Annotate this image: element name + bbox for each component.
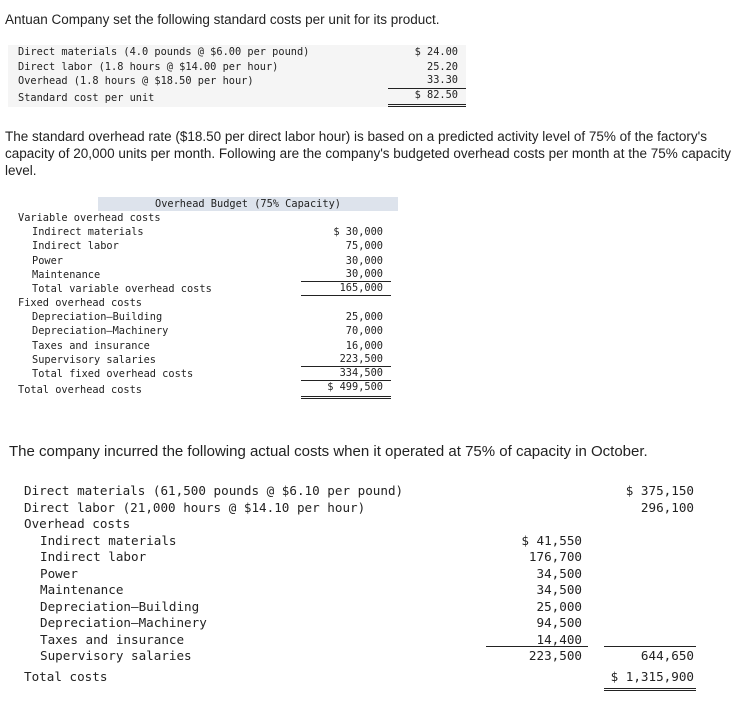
overhead-budget-table: [8, 197, 391, 399]
variable-heading-label: Variable overhead costs: [18, 211, 161, 224]
actual-costs-table: [24, 483, 694, 685]
standard-cost-table: [8, 45, 466, 107]
fixed-heading-label: Fixed overhead costs: [18, 297, 142, 310]
std-row: [8, 89, 466, 107]
budget-row: [8, 239, 391, 253]
actual-value: 14,400: [536, 631, 582, 647]
budget-row: [8, 325, 391, 339]
actual-value: 176,700: [528, 549, 582, 564]
budget-label: Depreciation—Machinery: [32, 325, 169, 338]
actual-row: [24, 648, 694, 665]
std-value: 25.20: [427, 60, 458, 73]
budget-row: [8, 339, 391, 353]
budget-value: 75,000: [345, 240, 383, 253]
actual-intro-text: The company incurred the following actual costs when it operated at 75% of capacity in October.: [9, 443, 648, 460]
overhead-subtotal-rule: [486, 646, 588, 647]
actual-value: $ 41,550: [521, 532, 582, 548]
budget-row: [8, 353, 391, 367]
actual-label: Indirect materials: [40, 532, 177, 548]
std-row: [8, 45, 466, 60]
actual-label: Supervisory salaries: [40, 648, 192, 663]
actual-value: 25,000: [536, 598, 582, 614]
budget-total-row: [8, 282, 391, 296]
actual-value: 296,100: [640, 499, 694, 515]
actual-total-value: $ 1,315,900: [610, 668, 694, 684]
std-label: Direct labor (1.8 hours @ $14.00 per hour): [18, 60, 279, 73]
budget-row: [8, 225, 391, 239]
budget-label: Power: [32, 254, 63, 267]
actual-value: 34,500: [536, 565, 582, 581]
budget-value: 30,000: [345, 254, 383, 267]
budget-title: Overhead Budget (75% Capacity): [98, 197, 398, 211]
std-value: $ 24.00: [414, 46, 458, 58]
actual-row: [24, 500, 694, 517]
budget-section-heading: [8, 296, 391, 310]
actual-value: 34,500: [536, 582, 582, 597]
actual-grand-total-row: [24, 669, 694, 686]
actual-section-heading: [24, 516, 694, 533]
total-double-rule: [604, 688, 696, 691]
budget-value: 223,500: [301, 352, 391, 367]
actual-row: [24, 483, 694, 500]
actual-label: Direct labor (21,000 hours @ $14.10 per hour): [24, 499, 366, 515]
actual-row: [24, 533, 694, 550]
actual-label: Depreciation—Machinery: [40, 615, 207, 630]
actual-label: Direct materials (61,500 pounds @ $6.10 per pound): [24, 483, 404, 498]
budget-label: Taxes and insurance: [32, 339, 150, 352]
actual-label: Maintenance: [40, 582, 124, 597]
budget-label: Total fixed overhead costs: [32, 368, 194, 381]
actual-row: [24, 632, 694, 649]
intro-text: Antuan Company set the following standard costs per unit for its product.: [5, 12, 440, 27]
actual-value: 94,500: [536, 615, 582, 630]
std-row: [8, 60, 466, 75]
budget-label: Maintenance: [32, 268, 101, 281]
std-total-value: $ 82.50: [388, 86, 466, 107]
budget-label: Supervisory salaries: [32, 353, 156, 366]
budget-label: Depreciation—Building: [32, 311, 163, 324]
budget-label: Indirect materials: [32, 226, 144, 239]
budget-value: 30,000: [301, 267, 391, 282]
actual-label: Power: [40, 565, 78, 581]
actual-label: Indirect labor: [40, 549, 147, 564]
std-label: Standard cost per unit: [18, 91, 155, 104]
budget-label: Indirect labor: [32, 240, 119, 253]
actual-value: 223,500: [528, 648, 582, 663]
budget-value: 16,000: [345, 339, 383, 352]
budget-row: [8, 268, 391, 282]
budget-section-heading: [8, 211, 391, 225]
std-label: Direct materials (4.0 pounds @ $6.00 per pound): [18, 46, 310, 58]
actual-row: [24, 582, 694, 599]
budget-row: [8, 310, 391, 324]
budget-value: 70,000: [345, 325, 383, 338]
actual-row: [24, 599, 694, 616]
overhead-heading-label: Overhead costs: [24, 516, 131, 531]
overhead-total-value: 644,650: [640, 648, 694, 663]
actual-row: [24, 566, 694, 583]
actual-row: [24, 615, 694, 632]
budget-value: $ 30,000: [333, 226, 383, 239]
std-value: 33.30: [388, 73, 466, 89]
actual-value: $ 375,150: [625, 483, 694, 498]
description-paragraph: The standard overhead rate ($18.50 per direct labor hour) is based on a predicted activity level of 75% of the factory's capacity of 20,000 units per month. Following are the company's budgeted overhead costs per month at the 75% capacity level.: [5, 129, 732, 178]
budget-value: 25,000: [345, 311, 383, 324]
total-subtotal-rule: [604, 646, 696, 647]
actual-label: Taxes and insurance: [40, 631, 185, 647]
actual-row: [24, 549, 694, 566]
std-label: Overhead (1.8 hours @ $18.50 per hour): [18, 75, 254, 88]
budget-grand-total-row: [8, 381, 391, 399]
budget-value: 165,000: [301, 281, 391, 296]
budget-row: [8, 254, 391, 268]
budget-value: $ 499,500: [301, 378, 391, 399]
actual-label: Total costs: [24, 668, 108, 684]
budget-value: 334,500: [301, 366, 391, 381]
budget-label: Total variable overhead costs: [32, 282, 212, 295]
budget-label: Total overhead costs: [18, 384, 142, 397]
actual-label: Depreciation—Building: [40, 598, 200, 614]
